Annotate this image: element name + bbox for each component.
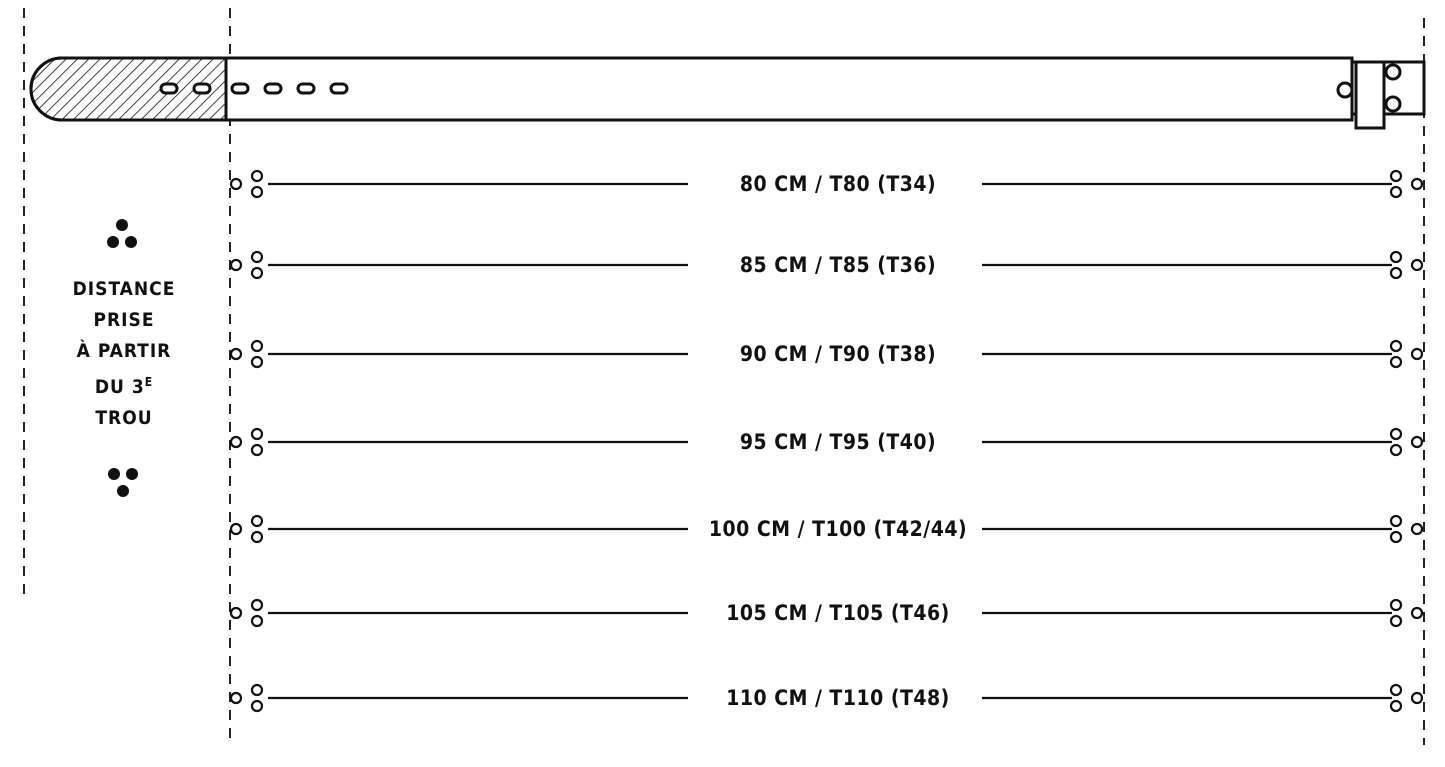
- size-label-85: 85 CM / T85 (T36): [739, 253, 937, 277]
- row-dot-lower-left: [252, 445, 262, 455]
- size-label-90: 90 CM / T90 (T38): [739, 342, 937, 366]
- size-label-95: 95 CM / T95 (T40): [739, 430, 937, 454]
- buckle-rivet-bottom: [1386, 97, 1400, 111]
- row-dot-outer-right: [1412, 260, 1422, 270]
- measurement-note: [73, 274, 176, 434]
- row-dot-outer-right: [1412, 349, 1422, 359]
- row-dot-outer-right: [1412, 524, 1422, 534]
- note-line-3: À PARTIR: [76, 339, 172, 362]
- row-dot-lower-left: [252, 357, 262, 367]
- belt-hole-2: [194, 84, 210, 93]
- row-dot-outer-left: [231, 608, 241, 618]
- row-dot-lower-right: [1391, 187, 1401, 197]
- row-dot-upper-right: [1391, 171, 1401, 181]
- note-line-1: DISTANCE: [72, 277, 176, 300]
- belt-hole-5: [298, 84, 314, 93]
- row-dot-lower-right: [1391, 701, 1401, 711]
- row-dot-outer-left: [231, 349, 241, 359]
- row-dot-upper-right: [1391, 252, 1401, 262]
- row-dot-outer-left: [231, 693, 241, 703]
- dot-bottom-2: [126, 468, 138, 480]
- buckle-loop: [1356, 62, 1384, 128]
- row-dot-lower-left: [252, 187, 262, 197]
- row-dot-upper-right: [1391, 685, 1401, 695]
- row-dot-upper-right: [1391, 429, 1401, 439]
- dot-bottom-3: [117, 485, 129, 497]
- row-dot-upper-left: [252, 685, 262, 695]
- note-line-2: PRISE: [93, 308, 155, 331]
- row-dot-lower-right: [1391, 532, 1401, 542]
- belt-hole-3: [232, 84, 248, 93]
- row-dot-outer-left: [231, 260, 241, 270]
- belt-hole-4: [265, 84, 281, 93]
- note-ordinal-suffix: E: [144, 374, 154, 389]
- row-dot-lower-right: [1391, 268, 1401, 278]
- belt-illustration: [31, 58, 1424, 128]
- size-label-110: 110 CM / T110 (T48): [726, 686, 950, 710]
- row-dot-outer-right: [1412, 437, 1422, 447]
- belt-hole-1: [161, 84, 177, 93]
- row-dot-outer-left: [231, 437, 241, 447]
- row-dot-lower-left: [252, 701, 262, 711]
- row-dot-upper-right: [1391, 600, 1401, 610]
- row-dot-upper-right: [1391, 341, 1401, 351]
- size-label-105: 105 CM / T105 (T46): [726, 601, 950, 625]
- row-dot-outer-right: [1412, 179, 1422, 189]
- row-dot-upper-left: [252, 252, 262, 262]
- dot-top-1: [116, 219, 128, 231]
- row-dot-outer-right: [1412, 693, 1422, 703]
- size-label-80: 80 CM / T80 (T34): [739, 172, 937, 196]
- dot-top-3: [125, 236, 137, 248]
- row-dot-upper-right: [1391, 516, 1401, 526]
- belt-hole-6: [331, 84, 347, 93]
- row-dot-upper-left: [252, 171, 262, 181]
- row-dot-lower-right: [1391, 616, 1401, 626]
- row-dot-outer-left: [231, 524, 241, 534]
- row-dot-upper-left: [252, 429, 262, 439]
- row-dot-lower-right: [1391, 445, 1401, 455]
- row-dot-outer-right: [1412, 608, 1422, 618]
- size-label-100: 100 CM / T100 (T42/44): [708, 517, 968, 541]
- row-dot-upper-left: [252, 341, 262, 351]
- dot-top-2: [107, 236, 119, 248]
- dot-bottom-1: [108, 468, 120, 480]
- buckle-prong-hole: [1338, 83, 1352, 97]
- row-dot-upper-left: [252, 600, 262, 610]
- row-dot-lower-right: [1391, 357, 1401, 367]
- row-dot-upper-left: [252, 516, 262, 526]
- row-dot-lower-left: [252, 532, 262, 542]
- belt-strap: [31, 58, 1352, 120]
- row-dot-lower-left: [252, 616, 262, 626]
- note-line-4: [73, 367, 176, 403]
- buckle-rivet-top: [1386, 65, 1400, 79]
- row-dot-outer-left: [231, 179, 241, 189]
- note-line-5: TROU: [95, 407, 153, 430]
- note-line-4-text: DU 3: [94, 376, 145, 399]
- row-dot-lower-left: [252, 268, 262, 278]
